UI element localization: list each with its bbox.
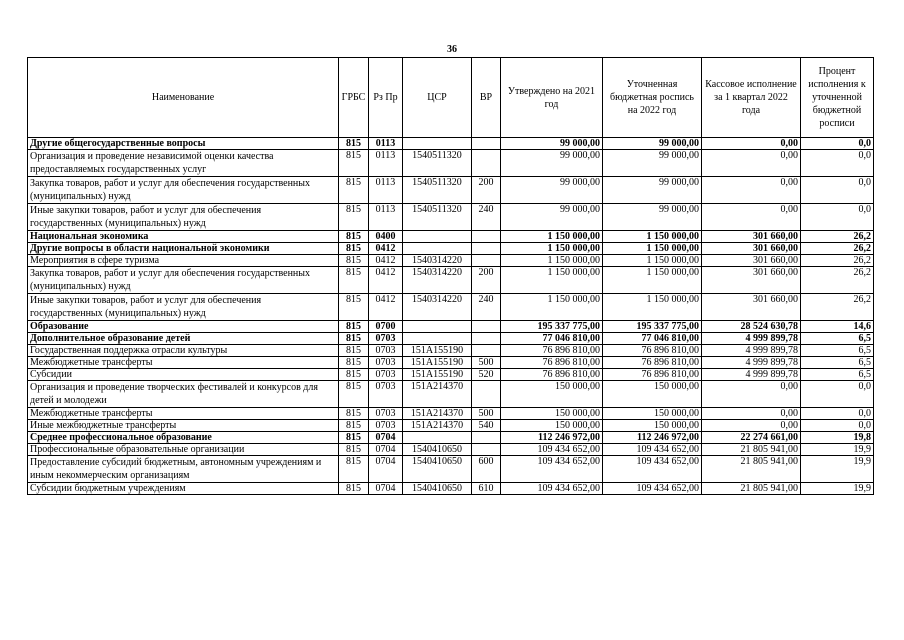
- table-cell-vr: 500: [472, 408, 501, 420]
- table-cell-rzpr: 0412: [369, 243, 403, 255]
- table-cell-csr: 151A155190: [403, 369, 472, 381]
- table-cell-percent: 19,9: [801, 456, 874, 483]
- table-cell-vr: [472, 231, 501, 243]
- table-cell-cash: 21 805 941,00: [702, 456, 801, 483]
- table-cell-cash: 0,00: [702, 150, 801, 177]
- table-cell-refined: 195 337 775,00: [603, 321, 702, 333]
- table-cell-rzpr: 0400: [369, 231, 403, 243]
- table-cell-name: Субсидии: [28, 369, 339, 381]
- table-cell-name: Предоставление субсидий бюджетным, автономным учреждениям и иным некоммерческим организациям: [28, 456, 339, 483]
- table-cell-refined: 1 150 000,00: [603, 255, 702, 267]
- table-cell-name: Организация и проведение независимой оценки качества предоставляемых государственных услуг: [28, 150, 339, 177]
- table-row: [28, 408, 874, 420]
- table-cell-approved: 76 896 810,00: [501, 357, 603, 369]
- table-cell-rzpr: 0704: [369, 483, 403, 495]
- table-cell-percent: 0,0: [801, 381, 874, 408]
- table-row: [28, 231, 874, 243]
- table-cell-cash: 0,00: [702, 204, 801, 231]
- table-cell-csr: 1540511320: [403, 177, 472, 204]
- table-cell-percent: 0,0: [801, 408, 874, 420]
- table-row: [28, 369, 874, 381]
- table-cell-refined: 77 046 810,00: [603, 333, 702, 345]
- table-cell-refined: 76 896 810,00: [603, 357, 702, 369]
- table-cell-grbs: 815: [339, 381, 369, 408]
- table-cell-approved: 1 150 000,00: [501, 294, 603, 321]
- table-cell-csr: 151A214370: [403, 381, 472, 408]
- table-cell-percent: 0,0: [801, 204, 874, 231]
- table-cell-name: Закупка товаров, работ и услуг для обеспечения государственных (муниципальных) нужд: [28, 267, 339, 294]
- table-row: [28, 294, 874, 321]
- table-cell-name: Субсидии бюджетным учреждениям: [28, 483, 339, 495]
- table-cell-grbs: 815: [339, 294, 369, 321]
- table-cell-cash: 0,00: [702, 420, 801, 432]
- table-cell-rzpr: 0412: [369, 294, 403, 321]
- table-cell-grbs: 815: [339, 150, 369, 177]
- table-cell-rzpr: 0700: [369, 321, 403, 333]
- table-cell-grbs: 815: [339, 345, 369, 357]
- table-cell-csr: [403, 231, 472, 243]
- table-cell-percent: 19,9: [801, 483, 874, 495]
- table-cell-refined: 76 896 810,00: [603, 369, 702, 381]
- table-row: [28, 255, 874, 267]
- table-cell-rzpr: 0703: [369, 420, 403, 432]
- table-cell-vr: [472, 444, 501, 456]
- table-cell-vr: 600: [472, 456, 501, 483]
- table-cell-cash: 301 660,00: [702, 267, 801, 294]
- table-cell-percent: 6,5: [801, 369, 874, 381]
- header-cash: Кассовое исполнение за 1 квартал 2022 года: [702, 58, 801, 138]
- table-cell-vr: 540: [472, 420, 501, 432]
- table-cell-vr: 500: [472, 357, 501, 369]
- table-cell-approved: 99 000,00: [501, 150, 603, 177]
- header-rzpr: Рз Пр: [369, 58, 403, 138]
- table-cell-approved: 109 434 652,00: [501, 483, 603, 495]
- table-cell-approved: 99 000,00: [501, 204, 603, 231]
- table-cell-cash: 22 274 661,00: [702, 432, 801, 444]
- table-cell-grbs: 815: [339, 204, 369, 231]
- table-cell-cash: 301 660,00: [702, 231, 801, 243]
- table-cell-grbs: 815: [339, 456, 369, 483]
- table-cell-grbs: 815: [339, 138, 369, 150]
- table-cell-rzpr: 0704: [369, 432, 403, 444]
- table-cell-csr: 1540410650: [403, 483, 472, 495]
- table-cell-csr: 151A155190: [403, 357, 472, 369]
- table-cell-percent: 19,9: [801, 444, 874, 456]
- table-cell-percent: 26,2: [801, 231, 874, 243]
- table-cell-grbs: 815: [339, 369, 369, 381]
- table-cell-vr: [472, 321, 501, 333]
- table-cell-rzpr: 0412: [369, 255, 403, 267]
- table-cell-cash: 4 999 899,78: [702, 369, 801, 381]
- table-cell-refined: 1 150 000,00: [603, 231, 702, 243]
- table-cell-grbs: 815: [339, 177, 369, 204]
- table-cell-vr: [472, 432, 501, 444]
- table-cell-name: Среднее профессиональное образование: [28, 432, 339, 444]
- table-cell-csr: [403, 138, 472, 150]
- table-cell-approved: 150 000,00: [501, 381, 603, 408]
- table-cell-cash: 21 805 941,00: [702, 444, 801, 456]
- table-cell-csr: 1540314220: [403, 294, 472, 321]
- table-row: [28, 138, 874, 150]
- table-cell-csr: 1540511320: [403, 204, 472, 231]
- header-csr: ЦСР: [403, 58, 472, 138]
- table-cell-approved: 1 150 000,00: [501, 255, 603, 267]
- table-cell-csr: 151A214370: [403, 420, 472, 432]
- table-cell-csr: [403, 432, 472, 444]
- table-cell-percent: 6,5: [801, 345, 874, 357]
- table-cell-rzpr: 0703: [369, 333, 403, 345]
- table-cell-refined: 99 000,00: [603, 150, 702, 177]
- table-cell-csr: 1540410650: [403, 456, 472, 483]
- table-cell-name: Иные закупки товаров, работ и услуг для обеспечения государственных (муниципальных) нужд: [28, 294, 339, 321]
- table-cell-rzpr: 0113: [369, 177, 403, 204]
- table-cell-vr: [472, 333, 501, 345]
- table-cell-name: Образование: [28, 321, 339, 333]
- table-cell-percent: 0,0: [801, 420, 874, 432]
- table-cell-percent: 0,0: [801, 138, 874, 150]
- table-cell-cash: 301 660,00: [702, 243, 801, 255]
- table-row: [28, 321, 874, 333]
- table-cell-refined: 1 150 000,00: [603, 243, 702, 255]
- table-cell-csr: 1540410650: [403, 444, 472, 456]
- table-cell-grbs: 815: [339, 432, 369, 444]
- table-cell-percent: 26,2: [801, 255, 874, 267]
- table-cell-approved: 77 046 810,00: [501, 333, 603, 345]
- table-cell-vr: 200: [472, 177, 501, 204]
- table-cell-percent: 0,0: [801, 150, 874, 177]
- table-cell-name: Иные межбюджетные трансферты: [28, 420, 339, 432]
- table-cell-vr: 520: [472, 369, 501, 381]
- table-cell-vr: [472, 255, 501, 267]
- table-cell-cash: 301 660,00: [702, 255, 801, 267]
- table-row: [28, 420, 874, 432]
- table-cell-csr: 1540314220: [403, 255, 472, 267]
- table-cell-approved: 150 000,00: [501, 408, 603, 420]
- table-cell-name: Мероприятия в сфере туризма: [28, 255, 339, 267]
- table-cell-cash: 4 999 899,78: [702, 345, 801, 357]
- table-cell-rzpr: 0703: [369, 345, 403, 357]
- table-cell-approved: 1 150 000,00: [501, 267, 603, 294]
- table-cell-refined: 150 000,00: [603, 381, 702, 408]
- table-cell-approved: 99 000,00: [501, 138, 603, 150]
- table-cell-cash: 4 999 899,78: [702, 333, 801, 345]
- table-row: [28, 357, 874, 369]
- table-cell-approved: 109 434 652,00: [501, 444, 603, 456]
- table-cell-refined: 1 150 000,00: [603, 294, 702, 321]
- table-cell-name: Государственная поддержка отрасли культуры: [28, 345, 339, 357]
- table-cell-cash: 0,00: [702, 408, 801, 420]
- table-cell-name: Профессиональные образовательные организации: [28, 444, 339, 456]
- table-cell-name: Дополнительное образование детей: [28, 333, 339, 345]
- header-approved: Утверждено на 2021 год: [501, 58, 603, 138]
- table-cell-cash: 21 805 941,00: [702, 483, 801, 495]
- table-row: [28, 456, 874, 483]
- table-cell-refined: 109 434 652,00: [603, 456, 702, 483]
- table-cell-refined: 99 000,00: [603, 177, 702, 204]
- budget-table: [27, 57, 874, 495]
- table-header-row: [28, 58, 874, 138]
- table-cell-csr: 151A155190: [403, 345, 472, 357]
- table-cell-name: Закупка товаров, работ и услуг для обеспечения государственных (муниципальных) нужд: [28, 177, 339, 204]
- table-cell-csr: 1540314220: [403, 267, 472, 294]
- table-cell-vr: [472, 150, 501, 177]
- table-cell-approved: 99 000,00: [501, 177, 603, 204]
- table-cell-cash: 0,00: [702, 381, 801, 408]
- table-cell-grbs: 815: [339, 483, 369, 495]
- table-cell-rzpr: 0704: [369, 456, 403, 483]
- table-cell-approved: 150 000,00: [501, 420, 603, 432]
- table-cell-approved: 112 246 972,00: [501, 432, 603, 444]
- table-cell-grbs: 815: [339, 243, 369, 255]
- table-cell-csr: [403, 333, 472, 345]
- table-cell-refined: 1 150 000,00: [603, 267, 702, 294]
- table-cell-percent: 26,2: [801, 267, 874, 294]
- table-cell-vr: [472, 345, 501, 357]
- table-cell-cash: 4 999 899,78: [702, 357, 801, 369]
- table-cell-rzpr: 0113: [369, 204, 403, 231]
- table-cell-vr: 240: [472, 294, 501, 321]
- table-cell-cash: 28 524 630,78: [702, 321, 801, 333]
- table-cell-percent: 26,2: [801, 243, 874, 255]
- table-cell-cash: 0,00: [702, 177, 801, 204]
- table-cell-grbs: 815: [339, 444, 369, 456]
- table-cell-refined: 99 000,00: [603, 204, 702, 231]
- table-body: [28, 138, 874, 495]
- table-cell-approved: 76 896 810,00: [501, 369, 603, 381]
- page-number: 36: [447, 44, 457, 55]
- table-row: [28, 150, 874, 177]
- table-cell-grbs: 815: [339, 255, 369, 267]
- table-cell-name: Другие общегосударственные вопросы: [28, 138, 339, 150]
- table-cell-approved: 1 150 000,00: [501, 243, 603, 255]
- table-cell-csr: [403, 321, 472, 333]
- table-cell-name: Организация и проведение творческих фестивалей и конкурсов для детей и молодежи: [28, 381, 339, 408]
- table-cell-rzpr: 0113: [369, 150, 403, 177]
- table-cell-grbs: 815: [339, 333, 369, 345]
- table-cell-csr: 1540511320: [403, 150, 472, 177]
- table-cell-approved: 195 337 775,00: [501, 321, 603, 333]
- table-cell-rzpr: 0703: [369, 408, 403, 420]
- table-cell-percent: 6,5: [801, 333, 874, 345]
- table-cell-grbs: 815: [339, 321, 369, 333]
- table-cell-grbs: 815: [339, 231, 369, 243]
- table-row: [28, 333, 874, 345]
- table-row: [28, 204, 874, 231]
- table-cell-rzpr: 0113: [369, 138, 403, 150]
- table-cell-name: Другие вопросы в области национальной экономики: [28, 243, 339, 255]
- table-cell-vr: [472, 138, 501, 150]
- table-cell-refined: 109 434 652,00: [603, 444, 702, 456]
- table-cell-vr: [472, 243, 501, 255]
- table-cell-vr: [472, 381, 501, 408]
- table-cell-name: Национальная экономика: [28, 231, 339, 243]
- table-cell-approved: 1 150 000,00: [501, 231, 603, 243]
- header-name: Наименование: [28, 58, 339, 138]
- table-cell-rzpr: 0703: [369, 381, 403, 408]
- table-cell-vr: 610: [472, 483, 501, 495]
- header-grbs: ГРБС: [339, 58, 369, 138]
- table-cell-csr: [403, 243, 472, 255]
- table-row: [28, 177, 874, 204]
- table-cell-rzpr: 0703: [369, 357, 403, 369]
- table-cell-rzpr: 0703: [369, 369, 403, 381]
- table-cell-refined: 150 000,00: [603, 408, 702, 420]
- table-cell-name: Межбюджетные трансферты: [28, 357, 339, 369]
- table-cell-csr: 151A214370: [403, 408, 472, 420]
- table-cell-refined: 150 000,00: [603, 420, 702, 432]
- header-percent: Процент исполнения к уточненной бюджетной росписи: [801, 58, 874, 138]
- table-cell-refined: 76 896 810,00: [603, 345, 702, 357]
- table-cell-percent: 0,0: [801, 177, 874, 204]
- table-row: [28, 267, 874, 294]
- table-cell-cash: 301 660,00: [702, 294, 801, 321]
- table-cell-approved: 109 434 652,00: [501, 456, 603, 483]
- table-row: [28, 432, 874, 444]
- table-cell-vr: 240: [472, 204, 501, 231]
- table-cell-refined: 109 434 652,00: [603, 483, 702, 495]
- table-row: [28, 483, 874, 495]
- table-row: [28, 381, 874, 408]
- table-row: [28, 345, 874, 357]
- header-refined: Уточненная бюджетная роспись на 2022 год: [603, 58, 702, 138]
- table-cell-percent: 26,2: [801, 294, 874, 321]
- table-cell-percent: 6,5: [801, 357, 874, 369]
- table-row: [28, 444, 874, 456]
- table-row: [28, 243, 874, 255]
- table-cell-percent: 14,6: [801, 321, 874, 333]
- table-cell-grbs: 815: [339, 267, 369, 294]
- table-cell-grbs: 815: [339, 357, 369, 369]
- header-vr: ВР: [472, 58, 501, 138]
- table-cell-grbs: 815: [339, 420, 369, 432]
- table-cell-vr: 200: [472, 267, 501, 294]
- table-cell-grbs: 815: [339, 408, 369, 420]
- table-cell-name: Иные закупки товаров, работ и услуг для обеспечения государственных (муниципальных) нужд: [28, 204, 339, 231]
- table-cell-name: Межбюджетные трансферты: [28, 408, 339, 420]
- table-cell-percent: 19,8: [801, 432, 874, 444]
- table-cell-refined: 99 000,00: [603, 138, 702, 150]
- table-cell-refined: 112 246 972,00: [603, 432, 702, 444]
- table-cell-rzpr: 0704: [369, 444, 403, 456]
- table-cell-rzpr: 0412: [369, 267, 403, 294]
- table-cell-cash: 0,00: [702, 138, 801, 150]
- table-cell-approved: 76 896 810,00: [501, 345, 603, 357]
